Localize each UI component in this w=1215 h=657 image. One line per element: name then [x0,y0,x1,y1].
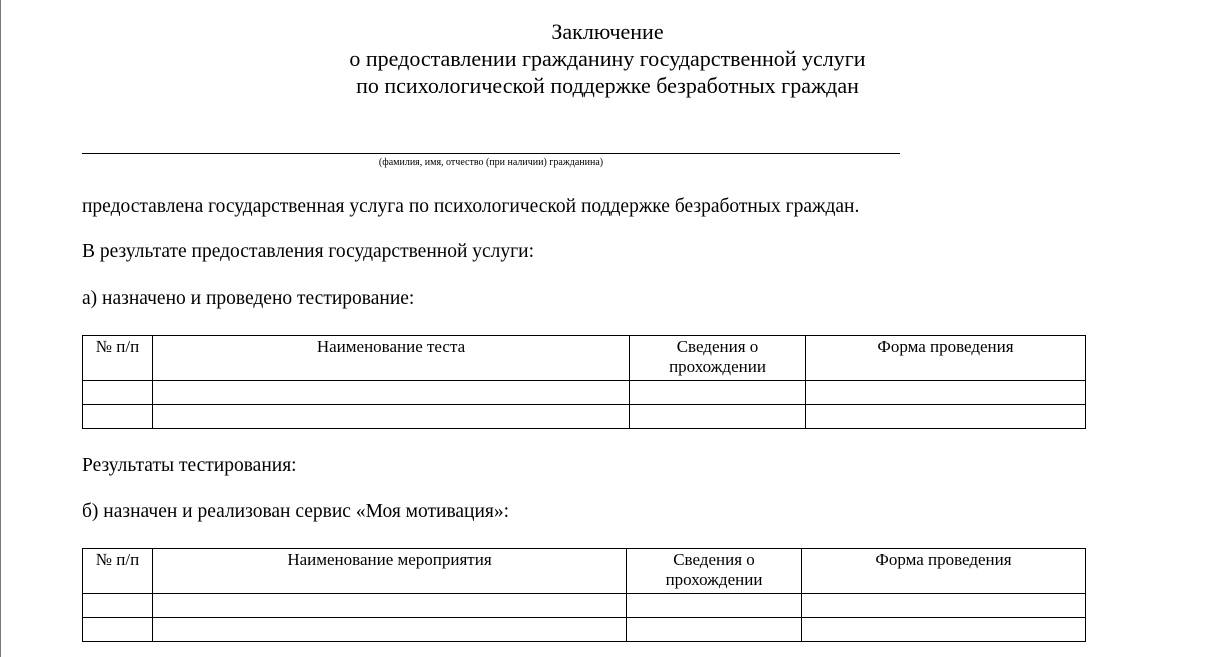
table-cell [627,594,802,618]
tests-header-test-name: Наименование теста [153,336,630,381]
table-row [83,594,1086,618]
table-cell [802,594,1086,618]
tests-header-form: Форма проведения [806,336,1086,381]
title-line-1: Заключение [551,19,664,44]
table-cell [630,381,806,405]
table-cell [83,405,153,429]
table-cell [153,381,630,405]
activities-header-number: № п/п [83,549,153,594]
tests-header-number: № п/п [83,336,153,381]
activities-header-activity-name: Наименование мероприятия [153,549,627,594]
title-line-3: по психологической поддержке безработных граждан [356,73,859,98]
table-row [83,405,1086,429]
table-cell [83,618,153,642]
table-cell [806,405,1086,429]
tests-table [82,335,1086,429]
table-cell [153,405,630,429]
activities-table [82,548,1086,642]
table-cell [630,405,806,429]
activities-header-form: Форма проведения [802,549,1086,594]
table-cell [83,381,153,405]
citizen-name-caption: (фамилия, имя, отчество (при наличии) гражданина) [378,157,604,168]
table-cell [153,594,627,618]
table-cell [153,618,627,642]
tests-table-header-row [83,336,1086,381]
activities-header-completion-info: Сведения о прохождении [627,549,802,594]
citizen-name-line [82,153,900,154]
table-cell [627,618,802,642]
section-b-heading: б) назначен и реализован сервис «Моя мотивация»: [82,501,510,522]
tests-header-completion-info: Сведения о прохождении [630,336,806,381]
table-row [83,381,1086,405]
paragraph-result-intro: В результате предоставления государственной услуги: [82,241,535,262]
activities-table-header-row [83,549,1086,594]
table-cell [802,618,1086,642]
paragraph-test-results: Результаты тестирования: [82,455,297,476]
section-a-heading: а) назначено и проведено тестирование: [82,288,415,309]
table-row [83,618,1086,642]
paragraph-service-provided: предоставлена государственная услуга по психологической поддержке безработных граждан. [82,196,860,217]
table-cell [83,594,153,618]
document-title [0,18,1215,99]
table-cell [806,381,1086,405]
title-line-2: о предоставлении гражданину государственной услуги [349,46,866,71]
